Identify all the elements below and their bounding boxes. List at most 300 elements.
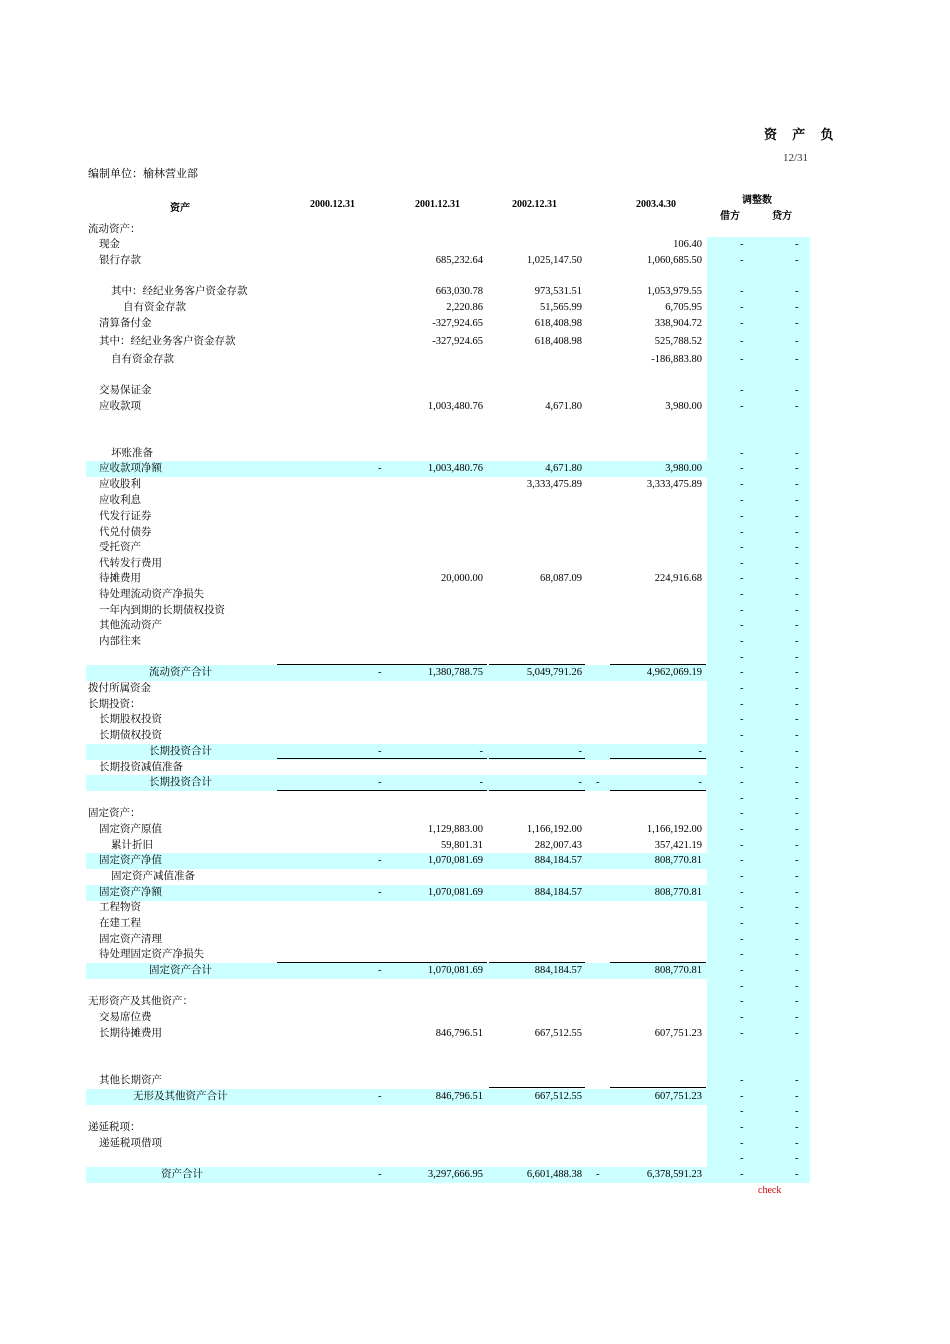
value-2002: 884,184.57	[534, 965, 582, 976]
adjust-credit: -	[795, 318, 799, 329]
subtotal-rule	[277, 664, 391, 665]
table-row	[86, 540, 810, 556]
value-2001: 59,801.31	[441, 840, 483, 851]
value-extra: -	[596, 1169, 600, 1180]
row-label: 待摊费用	[99, 573, 141, 584]
value-2002: 5,049,791.26	[526, 667, 582, 678]
table-row	[86, 712, 810, 728]
table-row	[86, 760, 810, 776]
value-2003: 3,980.00	[665, 463, 702, 474]
value-2001: 1,003,480.76	[427, 401, 483, 412]
row-label: 其中：经纪业务客户资金存款	[111, 286, 248, 297]
row-label: 长期债权投资	[99, 730, 162, 741]
row-label: 递延税项借项	[99, 1138, 162, 1149]
adjust-credit: -	[795, 286, 799, 297]
adjust-credit: -	[795, 495, 799, 506]
adjust-debit: -	[740, 542, 744, 553]
col-header-2003: 2003.4.30	[636, 199, 676, 210]
value-2001: 1,070,081.69	[427, 855, 483, 866]
adjust-credit: -	[795, 965, 799, 976]
value-2003: 808,770.81	[654, 855, 702, 866]
adjust-debit: -	[740, 589, 744, 600]
adjust-debit: -	[740, 840, 744, 851]
adjust-credit: -	[795, 302, 799, 313]
adjust-credit: -	[795, 855, 799, 866]
value-2002: -	[578, 746, 582, 757]
row-label: 银行存款	[99, 255, 141, 266]
row-label: 交易保证金	[99, 385, 152, 396]
report-title: 资 产 负	[764, 127, 840, 142]
value-2003: 808,770.81	[654, 887, 702, 898]
subtotal-rule	[610, 758, 706, 759]
adjust-debit: -	[740, 918, 744, 929]
row-label: 一年内到期的长期债权投资	[99, 605, 225, 616]
table-row	[86, 477, 810, 493]
row-label: 流动资产：	[88, 224, 141, 235]
adjust-debit: -	[740, 1138, 744, 1149]
table-row	[86, 1151, 810, 1167]
row-label: 内部往来	[99, 636, 141, 647]
row-label: 现金	[99, 239, 120, 250]
adjust-debit: -	[740, 495, 744, 506]
adjust-credit: -	[795, 558, 799, 569]
adjust-debit: -	[740, 463, 744, 474]
adjust-debit: -	[740, 934, 744, 945]
row-label: 长期投资：	[88, 699, 141, 710]
adjust-credit: -	[795, 479, 799, 490]
table-row	[86, 571, 810, 587]
reporting-unit: 编制单位：榆林营业部	[88, 168, 198, 180]
value-2002: 973,531.51	[534, 286, 582, 297]
subtotal-rule	[391, 758, 487, 759]
adjust-credit: -	[795, 981, 799, 992]
subtotal-rule	[610, 962, 706, 963]
value-2003: 3,333,475.89	[646, 479, 702, 490]
adjust-debit: -	[740, 318, 744, 329]
value-2001: -327,924.65	[432, 318, 483, 329]
value-2000: -	[378, 1091, 382, 1102]
value-2003: 6,378,591.23	[646, 1169, 702, 1180]
value-2002: 68,087.09	[540, 573, 582, 584]
table-row	[86, 493, 810, 509]
value-2000: -	[378, 463, 382, 474]
table-row	[86, 1089, 810, 1105]
value-2000: -	[378, 855, 382, 866]
value-2002: 1,166,192.00	[526, 824, 582, 835]
table-row	[86, 222, 810, 238]
row-label: 流动资产合计	[149, 667, 212, 678]
adjust-debit: -	[740, 746, 744, 757]
value-2003: 607,751.23	[654, 1028, 702, 1039]
adjust-credit: -	[795, 996, 799, 1007]
adjust-debit: -	[740, 1012, 744, 1023]
value-2002: 3,333,475.89	[526, 479, 582, 490]
table-row	[86, 618, 810, 634]
table-row	[86, 1167, 810, 1183]
adjust-credit: -	[795, 1028, 799, 1039]
adjust-credit: -	[795, 448, 799, 459]
table-row	[86, 697, 810, 713]
value-2000: -	[378, 887, 382, 898]
subtotal-rule	[277, 790, 391, 791]
value-2003: 338,904.72	[654, 318, 702, 329]
row-label: 长期投资减值准备	[99, 762, 183, 773]
row-label: 资产合计	[161, 1169, 203, 1180]
row-label: 递延税项：	[88, 1122, 141, 1133]
row-label: 拨付所属资金	[88, 683, 151, 694]
value-2001: 1,129,883.00	[427, 824, 483, 835]
row-label: 长期投资合计	[149, 746, 212, 757]
adjust-debit: -	[740, 1106, 744, 1117]
table-row	[86, 822, 810, 838]
value-2000: -	[378, 965, 382, 976]
table-row	[86, 253, 810, 269]
adjust-debit: -	[740, 511, 744, 522]
table-row	[86, 916, 810, 932]
adjust-credit: -	[795, 746, 799, 757]
value-2003: 808,770.81	[654, 965, 702, 976]
adjust-credit: -	[795, 824, 799, 835]
col-header-2001: 2001.12.31	[415, 199, 460, 210]
adjust-debit: -	[740, 762, 744, 773]
table-row	[86, 979, 810, 995]
value-extra: -	[596, 777, 600, 788]
table-row	[86, 791, 810, 807]
subtotal-rule	[277, 758, 391, 759]
table-row	[86, 1136, 810, 1152]
value-2003: 1,060,685.50	[646, 255, 702, 266]
row-label: 应收股利	[99, 479, 141, 490]
col-header-adjust: 调整数	[742, 195, 772, 206]
row-label: 固定资产清理	[99, 934, 162, 945]
table-row	[86, 885, 810, 901]
row-label: 累计折旧	[111, 840, 153, 851]
adjust-credit: -	[795, 385, 799, 396]
value-2002: 618,408.98	[534, 318, 582, 329]
row-label: 工程物资	[99, 902, 141, 913]
adjust-debit: -	[740, 808, 744, 819]
adjust-credit: -	[795, 808, 799, 819]
row-label: 待处理固定资产净损失	[99, 949, 204, 960]
adjust-debit: -	[740, 1075, 744, 1086]
value-2003: -	[698, 746, 702, 757]
value-2003: 6,705.95	[665, 302, 702, 313]
value-2001: 1,003,480.76	[427, 463, 483, 474]
check-label: check	[758, 1185, 782, 1196]
adjust-credit: -	[795, 1169, 799, 1180]
adjust-debit: -	[740, 777, 744, 788]
value-2003: 1,166,192.00	[646, 824, 702, 835]
value-2001: -327,924.65	[432, 336, 483, 347]
value-2001: 2,220.86	[446, 302, 483, 313]
table-row	[86, 1010, 810, 1026]
table-row	[86, 1104, 810, 1120]
col-header-credit: 贷方	[772, 211, 792, 222]
adjust-debit: -	[740, 667, 744, 678]
adjust-debit: -	[740, 965, 744, 976]
value-2003: 525,788.52	[654, 336, 702, 347]
row-label: 其他长期资产	[99, 1075, 162, 1086]
adjust-debit: -	[740, 401, 744, 412]
adjust-credit: -	[795, 511, 799, 522]
row-label: 固定资产原值	[99, 824, 162, 835]
adjust-credit: -	[795, 620, 799, 631]
adjust-credit: -	[795, 1153, 799, 1164]
value-2002: 282,007.43	[534, 840, 582, 851]
value-2001: 3,297,666.95	[427, 1169, 483, 1180]
row-label: 应收款项净额	[99, 463, 162, 474]
table-row	[86, 603, 810, 619]
value-2002: 1,025,147.50	[526, 255, 582, 266]
adjust-debit: -	[740, 730, 744, 741]
subtotal-rule	[489, 962, 585, 963]
table-row	[86, 947, 810, 963]
adjust-debit: -	[740, 1091, 744, 1102]
adjust-debit: -	[740, 949, 744, 960]
table-row	[86, 681, 810, 697]
value-2003: 357,421.19	[654, 840, 702, 851]
adjust-debit: -	[740, 699, 744, 710]
adjust-credit: -	[795, 934, 799, 945]
adjust-debit: -	[740, 573, 744, 584]
table-row	[86, 587, 810, 603]
adjust-credit: -	[795, 463, 799, 474]
row-label: 无形资产及其他资产：	[88, 996, 193, 1007]
value-2000: -	[378, 667, 382, 678]
value-2001: -	[479, 777, 483, 788]
col-header-2002: 2002.12.31	[512, 199, 557, 210]
value-2002: 51,565.99	[540, 302, 582, 313]
table-row	[86, 556, 810, 572]
value-2000: -	[378, 746, 382, 757]
value-2001: 846,796.51	[435, 1028, 483, 1039]
adjust-debit: -	[740, 1169, 744, 1180]
adjust-credit: -	[795, 255, 799, 266]
table-row	[86, 853, 810, 869]
row-label: 清算备付金	[99, 318, 152, 329]
table-row	[86, 316, 810, 332]
adjust-debit: -	[740, 871, 744, 882]
adjust-credit: -	[795, 239, 799, 250]
value-2002: 4,671.80	[545, 463, 582, 474]
value-2002: 884,184.57	[534, 887, 582, 898]
adjust-debit: -	[740, 714, 744, 725]
adjust-credit: -	[795, 714, 799, 725]
row-label: 无形及其他资产合计	[133, 1091, 228, 1102]
table-row	[86, 806, 810, 822]
adjust-credit: -	[795, 605, 799, 616]
adjust-credit: -	[795, 527, 799, 538]
value-2000: -	[378, 777, 382, 788]
subtotal-rule	[489, 790, 585, 791]
value-2002: 667,512.55	[534, 1028, 582, 1039]
adjust-debit: -	[740, 302, 744, 313]
adjust-debit: -	[740, 793, 744, 804]
adjust-debit: -	[740, 887, 744, 898]
adjust-credit: -	[795, 902, 799, 913]
value-2000: -	[378, 1169, 382, 1180]
table-row	[86, 634, 810, 650]
table-row	[86, 399, 810, 415]
adjust-credit: -	[795, 652, 799, 663]
adjust-credit: -	[795, 1091, 799, 1102]
adjust-credit: -	[795, 1122, 799, 1133]
table-row	[86, 509, 810, 525]
adjust-credit: -	[795, 762, 799, 773]
col-header-2000: 2000.12.31	[310, 199, 355, 210]
value-2003: 224,916.68	[654, 573, 702, 584]
table-row	[86, 932, 810, 948]
adjust-credit: -	[795, 887, 799, 898]
row-label: 代兑付债券	[99, 527, 152, 538]
table-row	[86, 900, 810, 916]
table-row	[86, 284, 810, 300]
subtotal-rule	[610, 664, 706, 665]
table-row	[86, 728, 810, 744]
value-2001: 1,380,788.75	[427, 667, 483, 678]
table-row	[86, 383, 810, 399]
row-label: 应收利息	[99, 495, 141, 506]
subtotal-rule	[489, 664, 585, 665]
report-date: 12/31	[783, 152, 809, 164]
adjust-credit: -	[795, 589, 799, 600]
adjust-credit: -	[795, 354, 799, 365]
col-header-debit: 借方	[720, 211, 740, 222]
adjust-debit: -	[740, 902, 744, 913]
value-2002: -	[578, 777, 582, 788]
table-row	[86, 838, 810, 854]
adjust-debit: -	[740, 620, 744, 631]
adjust-credit: -	[795, 699, 799, 710]
table-row	[86, 300, 810, 316]
adjust-debit: -	[740, 479, 744, 490]
adjust-debit: -	[740, 1122, 744, 1133]
value-2002: 618,408.98	[534, 336, 582, 347]
adjust-debit: -	[740, 255, 744, 266]
adjust-credit: -	[795, 573, 799, 584]
adjust-credit: -	[795, 542, 799, 553]
row-label: 长期股权投资	[99, 714, 162, 725]
adjust-debit: -	[740, 652, 744, 663]
subtotal-rule	[610, 1087, 706, 1088]
row-label: 固定资产净额	[99, 887, 162, 898]
adjust-debit: -	[740, 1028, 744, 1039]
subtotal-rule	[489, 1087, 585, 1088]
value-2003: 4,962,069.19	[646, 667, 702, 678]
adjust-debit: -	[740, 636, 744, 647]
table-row	[86, 775, 810, 791]
subtotal-rule	[489, 758, 585, 759]
adjust-credit: -	[795, 949, 799, 960]
row-label: 固定资产净值	[99, 855, 162, 866]
adjust-debit: -	[740, 385, 744, 396]
row-label: 自有资金存款	[123, 302, 186, 313]
row-label: 固定资产合计	[149, 965, 212, 976]
value-2003: -186,883.80	[651, 354, 702, 365]
subtotal-rule	[610, 790, 706, 791]
adjust-debit: -	[740, 558, 744, 569]
value-2001: 846,796.51	[435, 1091, 483, 1102]
adjust-debit: -	[740, 996, 744, 1007]
row-label: 待处理流动资产净损失	[99, 589, 204, 600]
table-row	[86, 525, 810, 541]
adjust-debit: -	[740, 824, 744, 835]
row-label: 长期待摊费用	[99, 1028, 162, 1039]
adjust-credit: -	[795, 730, 799, 741]
adjust-debit: -	[740, 448, 744, 459]
row-label: 坏账准备	[111, 448, 153, 459]
table-row	[86, 461, 810, 477]
row-label: 自有资金存款	[111, 354, 174, 365]
adjust-debit: -	[740, 605, 744, 616]
adjust-debit: -	[740, 286, 744, 297]
value-2001: 663,030.78	[435, 286, 483, 297]
row-label: 受托资产	[99, 542, 141, 553]
adjust-credit: -	[795, 871, 799, 882]
row-label: 代转发行费用	[99, 558, 162, 569]
adjust-credit: -	[795, 336, 799, 347]
value-2003: -	[698, 777, 702, 788]
adjust-debit: -	[740, 981, 744, 992]
table-row	[86, 1120, 810, 1136]
table-row	[86, 665, 810, 681]
value-2002: 667,512.55	[534, 1091, 582, 1102]
adjust-debit: -	[740, 683, 744, 694]
table-row	[86, 334, 810, 350]
adjust-credit: -	[795, 1012, 799, 1023]
row-label: 长期投资合计	[149, 777, 212, 788]
subtotal-rule	[391, 664, 487, 665]
adjust-credit: -	[795, 1138, 799, 1149]
adjust-credit: -	[795, 793, 799, 804]
row-label: 其中：经纪业务客户资金存款	[99, 336, 236, 347]
adjust-credit: -	[795, 683, 799, 694]
value-2002: 884,184.57	[534, 855, 582, 866]
adjust-credit: -	[795, 636, 799, 647]
row-label: 应收款项	[99, 401, 141, 412]
row-label: 固定资产减值准备	[111, 871, 195, 882]
adjust-debit: -	[740, 855, 744, 866]
adjust-debit: -	[740, 354, 744, 365]
col-header-asset: 资产	[170, 203, 190, 214]
table-row	[86, 963, 810, 979]
value-2001: 685,232.64	[435, 255, 483, 266]
adjust-debit: -	[740, 527, 744, 538]
value-2001: -	[479, 746, 483, 757]
value-2001: 20,000.00	[441, 573, 483, 584]
adjust-debit: -	[740, 336, 744, 347]
table-row	[86, 446, 810, 462]
table-row	[86, 869, 810, 885]
subtotal-rule	[391, 790, 487, 791]
value-2001: 1,070,081.69	[427, 887, 483, 898]
value-2003: 1,053,979.55	[646, 286, 702, 297]
value-2003: 3,980.00	[665, 401, 702, 412]
table-row	[86, 994, 810, 1010]
table-row	[86, 237, 810, 253]
adjust-debit: -	[740, 1153, 744, 1164]
adjust-debit: -	[740, 239, 744, 250]
value-2001: 1,070,081.69	[427, 965, 483, 976]
adjust-credit: -	[795, 1075, 799, 1086]
adjust-credit: -	[795, 667, 799, 678]
row-label: 固定资产：	[88, 808, 141, 819]
table-row	[86, 352, 810, 368]
table-row	[86, 1026, 810, 1042]
row-label: 在建工程	[99, 918, 141, 929]
adjust-credit: -	[795, 1106, 799, 1117]
adjust-credit: -	[795, 401, 799, 412]
